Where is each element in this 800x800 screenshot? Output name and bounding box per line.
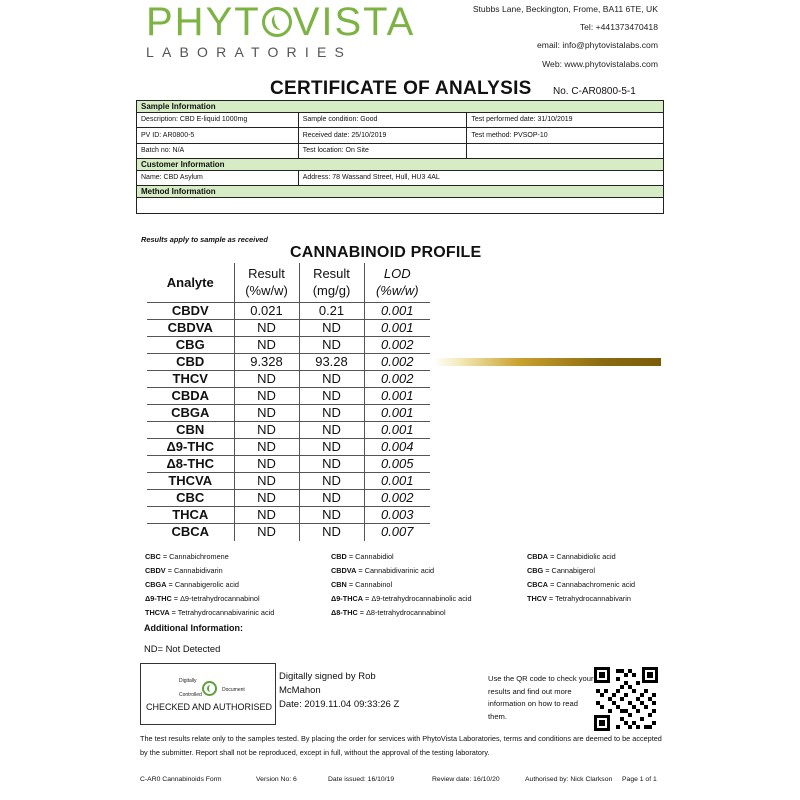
lod-cell: 0.001 — [364, 388, 430, 405]
result-pct-cell: ND — [234, 507, 299, 524]
lab-email: email: info@phytovistalabs.com — [537, 40, 658, 51]
qr-module — [600, 693, 604, 697]
qr-module — [612, 693, 616, 697]
result-pct-cell: ND — [234, 337, 299, 354]
signed-by-line1: Digitally signed by Rob — [279, 671, 376, 682]
results-note: Results apply to sample as received — [141, 235, 268, 244]
logo-wordmark: PHYT VISTA — [146, 0, 416, 44]
analyte-cell: CBCA — [147, 524, 234, 541]
digital-signature — [279, 670, 399, 713]
signed-date: Date: 2019.11.04 09:33:26 Z — [279, 699, 400, 711]
qr-module — [636, 725, 640, 729]
test-location: Test location: On Site — [298, 143, 467, 159]
analyte-cell: THCA — [147, 507, 234, 524]
footer-version: Version No: 6 — [256, 776, 297, 783]
result-mg-cell: ND — [299, 507, 364, 524]
stamp-document: Document — [222, 687, 245, 693]
footer-form: C-AR0 Cannabinoids Form — [140, 776, 222, 783]
result-pct-cell: ND — [234, 473, 299, 490]
lod-cell: 0.001 — [364, 422, 430, 439]
lod-cell: 0.005 — [364, 456, 430, 473]
lod-cell: 0.002 — [364, 490, 430, 507]
analyte-cell: Δ9-THC — [147, 439, 234, 456]
sample-condition: Sample condition: Good — [298, 112, 467, 128]
stamp-digitally: Digitally — [179, 678, 197, 684]
result-pct-cell: ND — [234, 439, 299, 456]
qr-finder — [594, 667, 610, 683]
analyte-cell: CBDV — [147, 303, 234, 320]
lod-cell: 0.001 — [364, 320, 430, 337]
sample-description: Description: CBD E-liquid 1000mg — [137, 112, 299, 128]
result-mg-cell: ND — [299, 320, 364, 337]
qr-module — [636, 709, 640, 713]
table-row — [147, 490, 430, 507]
customer-address: Address: 78 Wassand Street, Hull, HU3 4AL — [298, 170, 663, 186]
legend-column-2 — [331, 550, 472, 620]
qr-module — [652, 709, 656, 713]
lod-cell: 0.002 — [364, 354, 430, 371]
qr-module — [644, 689, 648, 693]
method-info-header: Method Information — [137, 186, 664, 198]
legend-item: CBG = Cannabigerol — [527, 566, 595, 575]
qr-module — [600, 705, 604, 709]
qr-module — [608, 709, 612, 713]
result-mg-cell: ND — [299, 388, 364, 405]
qr-instructions: Use the QR code to check your results and find out more information on how to read them. — [488, 674, 594, 721]
col-result-pct: Result (%w/w) — [234, 263, 299, 303]
qr-module — [624, 673, 628, 677]
analyte-cell: Δ8-THC — [147, 456, 234, 473]
nd-note: ND= Not Detected — [144, 643, 221, 654]
legend-column-3 — [527, 550, 635, 606]
qr-module — [596, 701, 600, 705]
company-logo — [146, 0, 416, 60]
table-row — [147, 507, 430, 524]
lab-telephone: Tel: +441373470418 — [579, 22, 658, 33]
result-mg-cell: ND — [299, 524, 364, 541]
pv-id: PV ID: AR0800-5 — [137, 128, 299, 144]
logo-subtitle: LABORATORIES — [146, 44, 353, 60]
qr-module — [616, 725, 620, 729]
lod-cell: 0.002 — [364, 337, 430, 354]
footer-page: Page 1 of 1 — [622, 776, 657, 783]
result-pct-cell: ND — [234, 456, 299, 473]
lab-address: Stubbs Lane, Beckington, Frome, BA11 6TE, UK — [472, 4, 658, 14]
col-result-mg: Result (mg/g) — [299, 263, 364, 303]
stamp-controlled: Controlled — [179, 692, 202, 698]
legend-item: Δ8-THC = Δ8-tetrahydrocannabinol — [331, 608, 446, 617]
certificate-number: No. C-AR0800-5-1 — [553, 86, 636, 97]
lod-cell: 0.001 — [364, 473, 430, 490]
analyte-cell: THCV — [147, 371, 234, 388]
legend-item: Δ9-THCA = Δ9-tetrahydrocannabinolic acid — [331, 594, 472, 603]
qr-module — [628, 713, 632, 717]
qr-finder — [594, 715, 610, 731]
test-performed-date: Test performed date: 31/10/2019 — [467, 112, 664, 128]
customer-name: Name: CBD Asylum — [137, 170, 299, 186]
qr-module — [620, 685, 624, 689]
result-mg-cell: 0.21 — [299, 303, 364, 320]
legend-item: CBDVA = Cannabidivarinic acid — [331, 566, 435, 575]
result-pct-cell: 0.021 — [234, 303, 299, 320]
result-pct-cell: ND — [234, 422, 299, 439]
table-row — [147, 388, 430, 405]
result-mg-cell: ND — [299, 473, 364, 490]
footer-authorised: Authorised by: Nick Clarkson — [525, 776, 613, 783]
lab-contact-block — [473, 0, 658, 73]
result-mg-cell: ND — [299, 337, 364, 354]
legend-item: CBN = Cannabinol — [331, 580, 393, 589]
qr-module — [652, 693, 656, 697]
legend-item: CBGA = Cannabigerolic acid — [145, 580, 239, 589]
lod-cell: 0.004 — [364, 439, 430, 456]
result-mg-cell: ND — [299, 490, 364, 507]
qr-module — [632, 689, 636, 693]
table-row — [147, 371, 430, 388]
table-row — [147, 354, 430, 371]
legend-item: THCV = Tetrahydrocannabivarin — [527, 594, 631, 603]
received-date: Received date: 25/10/2019 — [298, 128, 467, 144]
authorisation-stamp — [140, 663, 276, 725]
legend-item: Δ9-THC = Δ9-tetrahydrocannabinol — [145, 594, 260, 603]
certificate-title: CERTIFICATE OF ANALYSIS — [270, 78, 532, 99]
table-row — [147, 473, 430, 490]
method-info-body — [137, 197, 664, 213]
qr-module — [632, 705, 636, 709]
disclaimer: The test results relate only to the samples tested. By placing the order for services with PhytoVista Laboratories, terms and conditions are deemed to be accepted by the submitter. Report shall not be reproduced, except in full, without the approval of the testing laboratory. — [140, 734, 662, 757]
analyte-cell: CBN — [147, 422, 234, 439]
legend-item: CBD = Cannabidiol — [331, 552, 394, 561]
legend-column-1 — [145, 550, 274, 620]
result-pct-cell: ND — [234, 405, 299, 422]
table-row — [147, 456, 430, 473]
cannabinoid-profile-title: CANNABINOID PROFILE — [290, 244, 482, 261]
legend-item: CBCA = Cannabachromenic acid — [527, 580, 636, 589]
qr-module — [644, 705, 648, 709]
footer-issued: Date issued: 16/10/19 — [328, 776, 395, 783]
batch-number: Batch no: N/A — [137, 143, 299, 159]
analyte-cell: CBDA — [147, 388, 234, 405]
analyte-cell: CBC — [147, 490, 234, 507]
customer-info-header: Customer Information — [137, 159, 664, 171]
qr-module — [648, 713, 652, 717]
footer-review: Review date: 16/10/20 — [432, 776, 500, 783]
lod-cell: 0.001 — [364, 303, 430, 320]
table-row — [147, 422, 430, 439]
table-row — [147, 337, 430, 354]
additional-info-title: Additional Information: — [144, 623, 243, 633]
table-row — [147, 405, 430, 422]
result-mg-cell: ND — [299, 371, 364, 388]
qr-module — [640, 717, 644, 721]
lod-cell: 0.007 — [364, 524, 430, 541]
result-pct-cell: ND — [234, 388, 299, 405]
sample-info-header: Sample Information — [137, 101, 664, 113]
qr-module — [632, 673, 636, 677]
qr-module — [616, 689, 620, 693]
qr-module — [616, 677, 620, 681]
qr-module — [628, 725, 632, 729]
leaf-seal-icon — [202, 681, 217, 696]
empty-cell — [467, 143, 664, 159]
qr-module — [652, 701, 656, 705]
col-analyte: Analyte — [166, 274, 214, 290]
legend-item: CBDA = Cannabidiolic acid — [527, 552, 616, 561]
result-pct-cell: ND — [234, 490, 299, 507]
test-method: Test method: PVSOP-10 — [467, 128, 664, 144]
table-row — [147, 303, 430, 320]
qr-code-icon[interactable] — [594, 667, 658, 731]
signed-by-line2: McMahon — [279, 685, 321, 697]
lod-cell: 0.003 — [364, 507, 430, 524]
leaf-o-icon — [262, 7, 292, 37]
table-row — [147, 439, 430, 456]
qr-module — [636, 681, 640, 685]
result-pct-cell: 9.328 — [234, 354, 299, 371]
qr-finder — [642, 667, 658, 683]
qr-module — [652, 721, 656, 725]
legend-item: CBDV = Cannabidivarin — [145, 566, 223, 575]
qr-module — [612, 701, 616, 705]
result-mg-cell: ND — [299, 422, 364, 439]
qr-module — [620, 697, 624, 701]
analyte-cell: THCVA — [147, 473, 234, 490]
table-row — [147, 320, 430, 337]
checked-authorised: CHECKED AND AUTHORISED — [146, 702, 273, 712]
result-mg-cell: 93.28 — [299, 354, 364, 371]
qr-module — [648, 725, 652, 729]
result-mg-cell: ND — [299, 439, 364, 456]
lod-cell: 0.001 — [364, 405, 430, 422]
lab-website: Web: www.phytovistalabs.com — [542, 58, 658, 69]
qr-module — [624, 693, 628, 697]
qr-module — [640, 693, 644, 697]
cannabinoid-table — [147, 263, 430, 541]
analyte-cell: CBG — [147, 337, 234, 354]
qr-module — [604, 689, 608, 693]
analyte-cell: CBGA — [147, 405, 234, 422]
analyte-cell: CBD — [147, 354, 234, 371]
table-row — [147, 524, 430, 541]
legend-item: CBC = Cannabichromene — [145, 552, 229, 561]
result-pct-cell: ND — [234, 371, 299, 388]
lod-cell: 0.002 — [364, 371, 430, 388]
analyte-cell: CBDVA — [147, 320, 234, 337]
result-mg-cell: ND — [299, 405, 364, 422]
decorative-gold-bar — [433, 358, 661, 366]
qr-module — [620, 709, 624, 713]
legend-item: THCVA = Tetrahydrocannabivarinic acid — [145, 608, 275, 617]
col-lod: LOD (%w/w) — [364, 263, 430, 303]
sample-info-table — [136, 100, 664, 214]
result-pct-cell: ND — [234, 320, 299, 337]
result-mg-cell: ND — [299, 456, 364, 473]
qr-module — [640, 701, 644, 705]
result-pct-cell: ND — [234, 524, 299, 541]
